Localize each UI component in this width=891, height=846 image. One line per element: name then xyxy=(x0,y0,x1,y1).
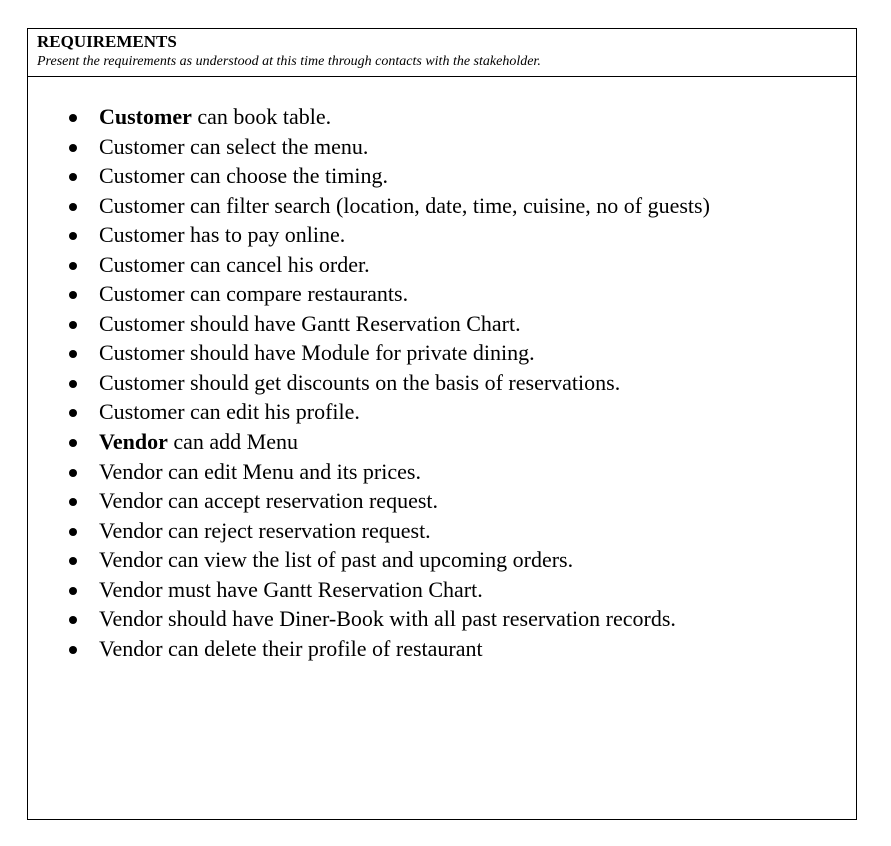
requirement-item xyxy=(28,250,856,280)
bullet-icon xyxy=(69,646,77,654)
requirement-text: Customer can select the menu. xyxy=(99,133,369,159)
requirement-item xyxy=(28,191,856,221)
bullet-icon xyxy=(69,144,77,152)
requirement-text: Vendor must have Gantt Reservation Chart. xyxy=(99,576,483,602)
bullet-icon xyxy=(69,380,77,388)
section-title: REQUIREMENTS xyxy=(37,32,177,51)
requirement-subject: Customer xyxy=(99,104,192,129)
bullet-icon xyxy=(69,528,77,536)
requirement-item xyxy=(28,486,856,516)
bullet-icon xyxy=(69,409,77,417)
requirement-item xyxy=(28,368,856,398)
bullet-icon xyxy=(69,173,77,181)
requirement-text: Customer can choose the timing. xyxy=(99,163,388,189)
requirement-text: Customer can filter search (location, date, time, cuisine, no of guests) xyxy=(99,192,710,218)
bullet-icon xyxy=(69,232,77,240)
requirement-text: Vendor can delete their profile of restaurant xyxy=(99,635,483,661)
requirement-item xyxy=(28,457,856,487)
requirement-text: Customer can edit his profile. xyxy=(99,399,360,425)
requirement-subject: Vendor xyxy=(99,429,168,455)
requirement-item xyxy=(28,575,856,605)
requirement-text: Customer can cancel his order. xyxy=(99,251,370,277)
requirement-item xyxy=(28,338,856,368)
bullet-icon xyxy=(69,321,77,329)
requirement-item xyxy=(28,309,856,339)
requirement-text: Vendor should have Diner-Book with all past reservation records. xyxy=(99,606,676,632)
bullet-icon xyxy=(69,291,77,299)
requirement-text: Customer can compare restaurants. xyxy=(99,281,409,307)
bullet-icon xyxy=(69,114,77,122)
requirements-list xyxy=(28,102,856,663)
requirement-text: Vendor can view the list of past and upcoming orders. xyxy=(99,547,574,573)
bullet-icon xyxy=(69,350,77,358)
bullet-icon xyxy=(69,469,77,477)
requirement-text: Vendor can reject reservation request. xyxy=(99,517,431,543)
requirements-box xyxy=(27,28,857,820)
requirement-text: can add Menu xyxy=(167,429,298,455)
bullet-icon xyxy=(69,557,77,565)
requirement-item xyxy=(28,279,856,309)
bullet-icon xyxy=(69,203,77,211)
bullet-icon xyxy=(69,587,77,595)
requirement-item xyxy=(28,516,856,546)
requirement-text: Customer should have Gantt Reservation Chart. xyxy=(99,310,521,336)
requirement-text: can book table. xyxy=(191,104,332,129)
requirement-item xyxy=(28,427,856,457)
requirement-item xyxy=(28,102,856,132)
bullet-icon xyxy=(69,616,77,624)
requirement-item xyxy=(28,220,856,250)
requirement-text: Customer should have Module for private dining. xyxy=(99,340,535,366)
requirement-text: Customer should get discounts on the basis of reservations. xyxy=(99,369,621,395)
requirement-item xyxy=(28,604,856,634)
requirement-item xyxy=(28,545,856,575)
bullet-icon xyxy=(69,262,77,270)
requirement-text: Vendor can edit Menu and its prices. xyxy=(99,458,421,484)
requirement-item xyxy=(28,634,856,664)
requirement-text: Vendor can accept reservation request. xyxy=(99,488,439,514)
requirement-item xyxy=(28,161,856,191)
bullet-icon xyxy=(69,498,77,506)
section-subtitle: Present the requirements as understood at this time through contacts with the stakeholder. xyxy=(37,54,541,69)
requirement-item xyxy=(28,132,856,162)
bullet-icon xyxy=(69,439,77,447)
requirement-item xyxy=(28,397,856,427)
requirements-header xyxy=(28,29,856,77)
requirement-text: Customer has to pay online. xyxy=(99,222,346,248)
